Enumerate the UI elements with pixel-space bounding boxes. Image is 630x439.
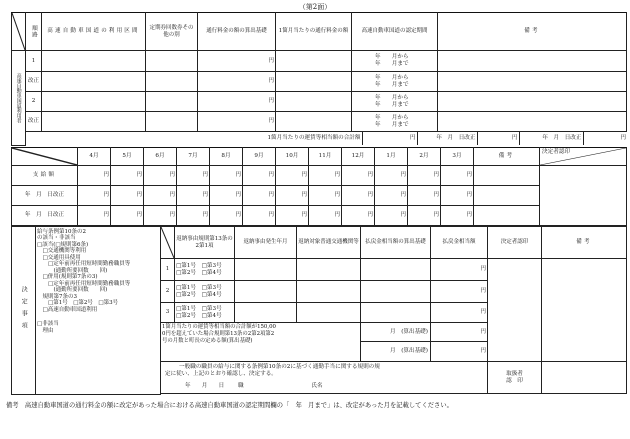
payment-row-label: 支給額 <box>12 166 78 186</box>
payment-sep[interactable]: 円 <box>243 166 276 186</box>
payment-jan[interactable]: 円 <box>375 166 408 186</box>
over-150000-note: 1箇月当たりの運賃等相当額の合計額が150,00 0円を超えていた場合規則第13条の2第2項第2 号の月数と町長の定める額(算出基礎) <box>161 323 361 362</box>
payment-jun[interactable]: 円 <box>144 166 177 186</box>
over-150000-basis-1[interactable]: 月 (算出基礎) <box>361 323 431 342</box>
payment-jul[interactable]: 円 <box>177 166 210 186</box>
period-1[interactable]: 年 月から 年 月まで <box>352 51 438 72</box>
return-row-3-amount[interactable]: 円 <box>431 303 488 323</box>
revision1-jun[interactable]: 円 <box>144 186 177 206</box>
payment-remarks[interactable] <box>474 166 540 186</box>
payment-oct[interactable]: 円 <box>276 166 309 186</box>
return-row-2-target[interactable] <box>297 281 361 303</box>
header-corner <box>12 13 26 51</box>
remarks-1-revision[interactable] <box>438 72 627 92</box>
revision1-sep[interactable]: 円 <box>243 186 276 206</box>
handler-stamp[interactable]: 取扱者 認 印 <box>488 362 542 394</box>
total-revision-amount-2[interactable]: 円 <box>583 132 627 145</box>
month-header-dec: 12月 <box>342 148 375 166</box>
revision2-mar[interactable]: 円 <box>441 206 474 226</box>
revision1-jan[interactable]: 円 <box>375 186 408 206</box>
decision-post[interactable]: 職 <box>237 382 244 389</box>
decision-remarks-header: 備考 <box>542 227 627 259</box>
section-2-revision[interactable] <box>42 112 146 132</box>
ticket-type-2[interactable] <box>146 92 198 112</box>
month-header-apr: 4月 <box>78 148 111 166</box>
monthly-remarks-header: 備考 <box>474 148 540 166</box>
total-row <box>26 132 627 146</box>
revision2-remarks[interactable] <box>474 206 540 226</box>
highway-user-table <box>11 12 627 146</box>
return-row-2-amount[interactable]: 円 <box>431 281 488 303</box>
period-1-revision[interactable]: 年 月から 年 月まで <box>352 72 438 92</box>
return-row-2-date[interactable] <box>235 281 297 303</box>
over-150000-basis-2[interactable]: 月 (算出基礎) <box>361 342 431 362</box>
return-row-3-reason[interactable]: □第1号 □第3号 □第2号 □第4号 <box>175 303 235 323</box>
remarks-1[interactable] <box>438 51 627 72</box>
month-header-may: 5月 <box>111 148 144 166</box>
section-1-revision[interactable] <box>42 72 146 92</box>
month-header-oct: 10月 <box>276 148 309 166</box>
monthly-toll-2-revision[interactable] <box>276 112 352 132</box>
approval-period-header: 高速自動車国道の認定期間 <box>352 13 438 51</box>
payment-dec[interactable]: 円 <box>342 166 375 186</box>
payment-feb[interactable]: 円 <box>408 166 441 186</box>
revision1-apr[interactable]: 円 <box>78 186 111 206</box>
return-row-3-basis[interactable] <box>361 303 431 323</box>
revision1-mar[interactable]: 円 <box>441 186 474 206</box>
route-header: 順路 <box>26 13 42 51</box>
decision-approval-stamp[interactable] <box>488 259 542 362</box>
revision1-jul[interactable]: 円 <box>177 186 210 206</box>
period-2[interactable]: 年 月から 年 月まで <box>352 92 438 112</box>
revision2-jun[interactable]: 円 <box>144 206 177 226</box>
month-header-jul: 7月 <box>177 148 210 166</box>
total-revision-amount-1[interactable]: 円 <box>477 132 519 145</box>
revision2-jul[interactable]: 円 <box>177 206 210 226</box>
revision-row-label-1: 年 月 日改正 <box>12 186 78 206</box>
total-revision-date-2[interactable]: 年 月 日改正 <box>519 132 583 145</box>
decision-statement: 一般職の職員の給与に関する条例第10条の2に基づく通勤手当に関する規則の規 定に従い、上記のとおり確認し、決定する。 年 月 日 職 氏名 <box>161 362 488 394</box>
decision-table <box>11 226 627 395</box>
revision1-may[interactable]: 円 <box>111 186 144 206</box>
revision2-jan[interactable]: 円 <box>375 206 408 226</box>
highway-user-label: 高速自動車国道利用者 <box>12 51 26 146</box>
month-header-jun: 6月 <box>144 148 177 166</box>
total-amount[interactable]: 円 <box>362 132 417 145</box>
page-number: （第2面） <box>298 3 332 11</box>
remarks-2[interactable] <box>438 92 627 112</box>
revision2-apr[interactable]: 円 <box>78 206 111 226</box>
monthly-toll-2[interactable] <box>276 92 352 112</box>
month-header-jan: 1月 <box>375 148 408 166</box>
return-row-1-reason[interactable]: □第1号 □第3号 □第2号 □第4号 <box>175 259 235 281</box>
return-row-1-amount[interactable]: 円 <box>431 259 488 281</box>
over-150000-amount-2[interactable]: 円 <box>431 342 488 362</box>
month-header-mar: 3月 <box>441 148 474 166</box>
revision2-sep[interactable]: 円 <box>243 206 276 226</box>
revision2-dec[interactable]: 円 <box>342 206 375 226</box>
return-row-2-basis[interactable] <box>361 281 431 303</box>
ticket-type-header: 定期券回数券その他の別 <box>146 13 198 51</box>
payment-may[interactable]: 円 <box>111 166 144 186</box>
toll-basis-header: 通行料金の額の算出基礎 <box>198 13 276 51</box>
month-header-feb: 2月 <box>408 148 441 166</box>
refund-amount-header: 払戻金相当額 <box>431 227 488 259</box>
monthly-toll-1-revision[interactable] <box>276 72 352 92</box>
total-revision-date-1[interactable]: 年 月 日改正 <box>417 132 477 145</box>
revision2-oct[interactable]: 円 <box>276 206 309 226</box>
revision2-feb[interactable]: 円 <box>408 206 441 226</box>
revision1-feb[interactable]: 円 <box>408 186 441 206</box>
revision1-oct[interactable]: 円 <box>276 186 309 206</box>
toll-2[interactable]: 円 <box>198 92 276 112</box>
return-reason-header: 返納事由規則第13条の2第1項 <box>175 227 235 259</box>
section-1[interactable] <box>42 51 146 72</box>
revision2-aug[interactable]: 円 <box>210 206 243 226</box>
return-row-3-target[interactable] <box>297 303 361 323</box>
monthly-toll-1[interactable] <box>276 51 352 72</box>
section-2[interactable] <box>42 92 146 112</box>
month-header-nov: 11月 <box>309 148 342 166</box>
decision-date[interactable]: 年 月 日 <box>185 382 225 389</box>
return-row-3-date[interactable] <box>235 303 297 323</box>
return-row-1-date[interactable] <box>235 259 297 281</box>
month-header-sep: 9月 <box>243 148 276 166</box>
refund-basis-header: 払戻金相当額の算出基礎 <box>361 227 431 259</box>
return-row-1-target[interactable] <box>297 259 361 281</box>
return-row-3-number: 3 <box>161 303 175 323</box>
section-header: 高速自動車国道の利用区間 <box>42 13 146 51</box>
payment-nov[interactable]: 円 <box>309 166 342 186</box>
return-date-header: 返納事由発生年月 <box>235 227 297 259</box>
revision2-may[interactable]: 円 <box>111 206 144 226</box>
revision1-nov[interactable]: 円 <box>309 186 342 206</box>
remarks-2-revision[interactable] <box>438 112 627 132</box>
toll-1-revision[interactable]: 円 <box>198 72 276 92</box>
return-row-1-basis[interactable] <box>361 259 431 281</box>
monthly-toll-header: 1箇月当たりの通行料金の額 <box>276 13 352 51</box>
route-1-revision: 改正 <box>26 72 42 92</box>
payment-mar[interactable]: 円 <box>441 166 474 186</box>
decision-name[interactable]: 氏名 <box>311 382 323 389</box>
total-subtable <box>26 132 627 145</box>
over-150000-amount-1[interactable]: 円 <box>431 323 488 342</box>
revision2-nov[interactable]: 円 <box>309 206 342 226</box>
route-1: 1 <box>26 51 42 72</box>
decision-approval-header: 決定者認印 <box>488 227 542 259</box>
revision1-dec[interactable]: 円 <box>342 186 375 206</box>
handler-stamp-box[interactable] <box>542 362 627 394</box>
payment-apr[interactable]: 円 <box>78 166 111 186</box>
month-header-aug: 8月 <box>210 148 243 166</box>
ticket-type-1-revision[interactable] <box>146 72 198 92</box>
return-row-2-number: 2 <box>161 281 175 303</box>
decision-options[interactable]: 給与条例第10条の2 の該当・非該当 □該当(□規則第6条) □交通機関等利用 □交通用具使用 □定年前再任用短時間勤務職員等 (通勤所要回数 回) □併用(規則第7条の3) □定年前再任用短時間勤務職員等 (通勤所要回数 回) 規則第7条の3 □第1号 □第2号 □第3号 □高速自動車国道利用 □非該当 理由 <box>36 227 161 395</box>
monthly-approval-label: 決定者認印 <box>542 149 570 155</box>
route-2: 2 <box>26 92 42 112</box>
ticket-type-1[interactable] <box>146 51 198 72</box>
monthly-approval-header <box>540 148 627 166</box>
revision-row-label-2: 年 月 日改正 <box>12 206 78 226</box>
decision-remarks[interactable] <box>542 259 627 362</box>
ticket-type-2-revision[interactable] <box>146 112 198 132</box>
return-header-corner <box>161 227 175 259</box>
monthly-payment-table <box>11 147 627 226</box>
return-row-2-reason[interactable]: □第1号 □第3号 □第2号 □第4号 <box>175 281 235 303</box>
decision-side-label: 決定事項 <box>12 227 36 395</box>
month-header-corner <box>12 148 78 166</box>
payment-aug[interactable]: 円 <box>210 166 243 186</box>
total-label: 1箇月当たりの運賃等相当額の合計額 <box>26 132 362 145</box>
period-2-revision[interactable]: 年 月から 年 月まで <box>352 112 438 132</box>
revision1-remarks[interactable] <box>474 186 540 206</box>
remarks-header: 備考 <box>438 13 627 51</box>
footnote: 備考 高速自動車国道の通行料金の額に改定があった場合における高速自動車国道の認定期間欄の「 年 月まで」は、改定があった月を記載してください。 <box>6 402 453 409</box>
revision1-aug[interactable]: 円 <box>210 186 243 206</box>
route-2-revision: 改正 <box>26 112 42 132</box>
toll-2-revision[interactable]: 円 <box>198 112 276 132</box>
return-target-header: 返納対象普通交通機関等 <box>297 227 361 259</box>
monthly-approval-stamp[interactable] <box>540 166 627 226</box>
return-row-1-number: 1 <box>161 259 175 281</box>
toll-1[interactable]: 円 <box>198 51 276 72</box>
